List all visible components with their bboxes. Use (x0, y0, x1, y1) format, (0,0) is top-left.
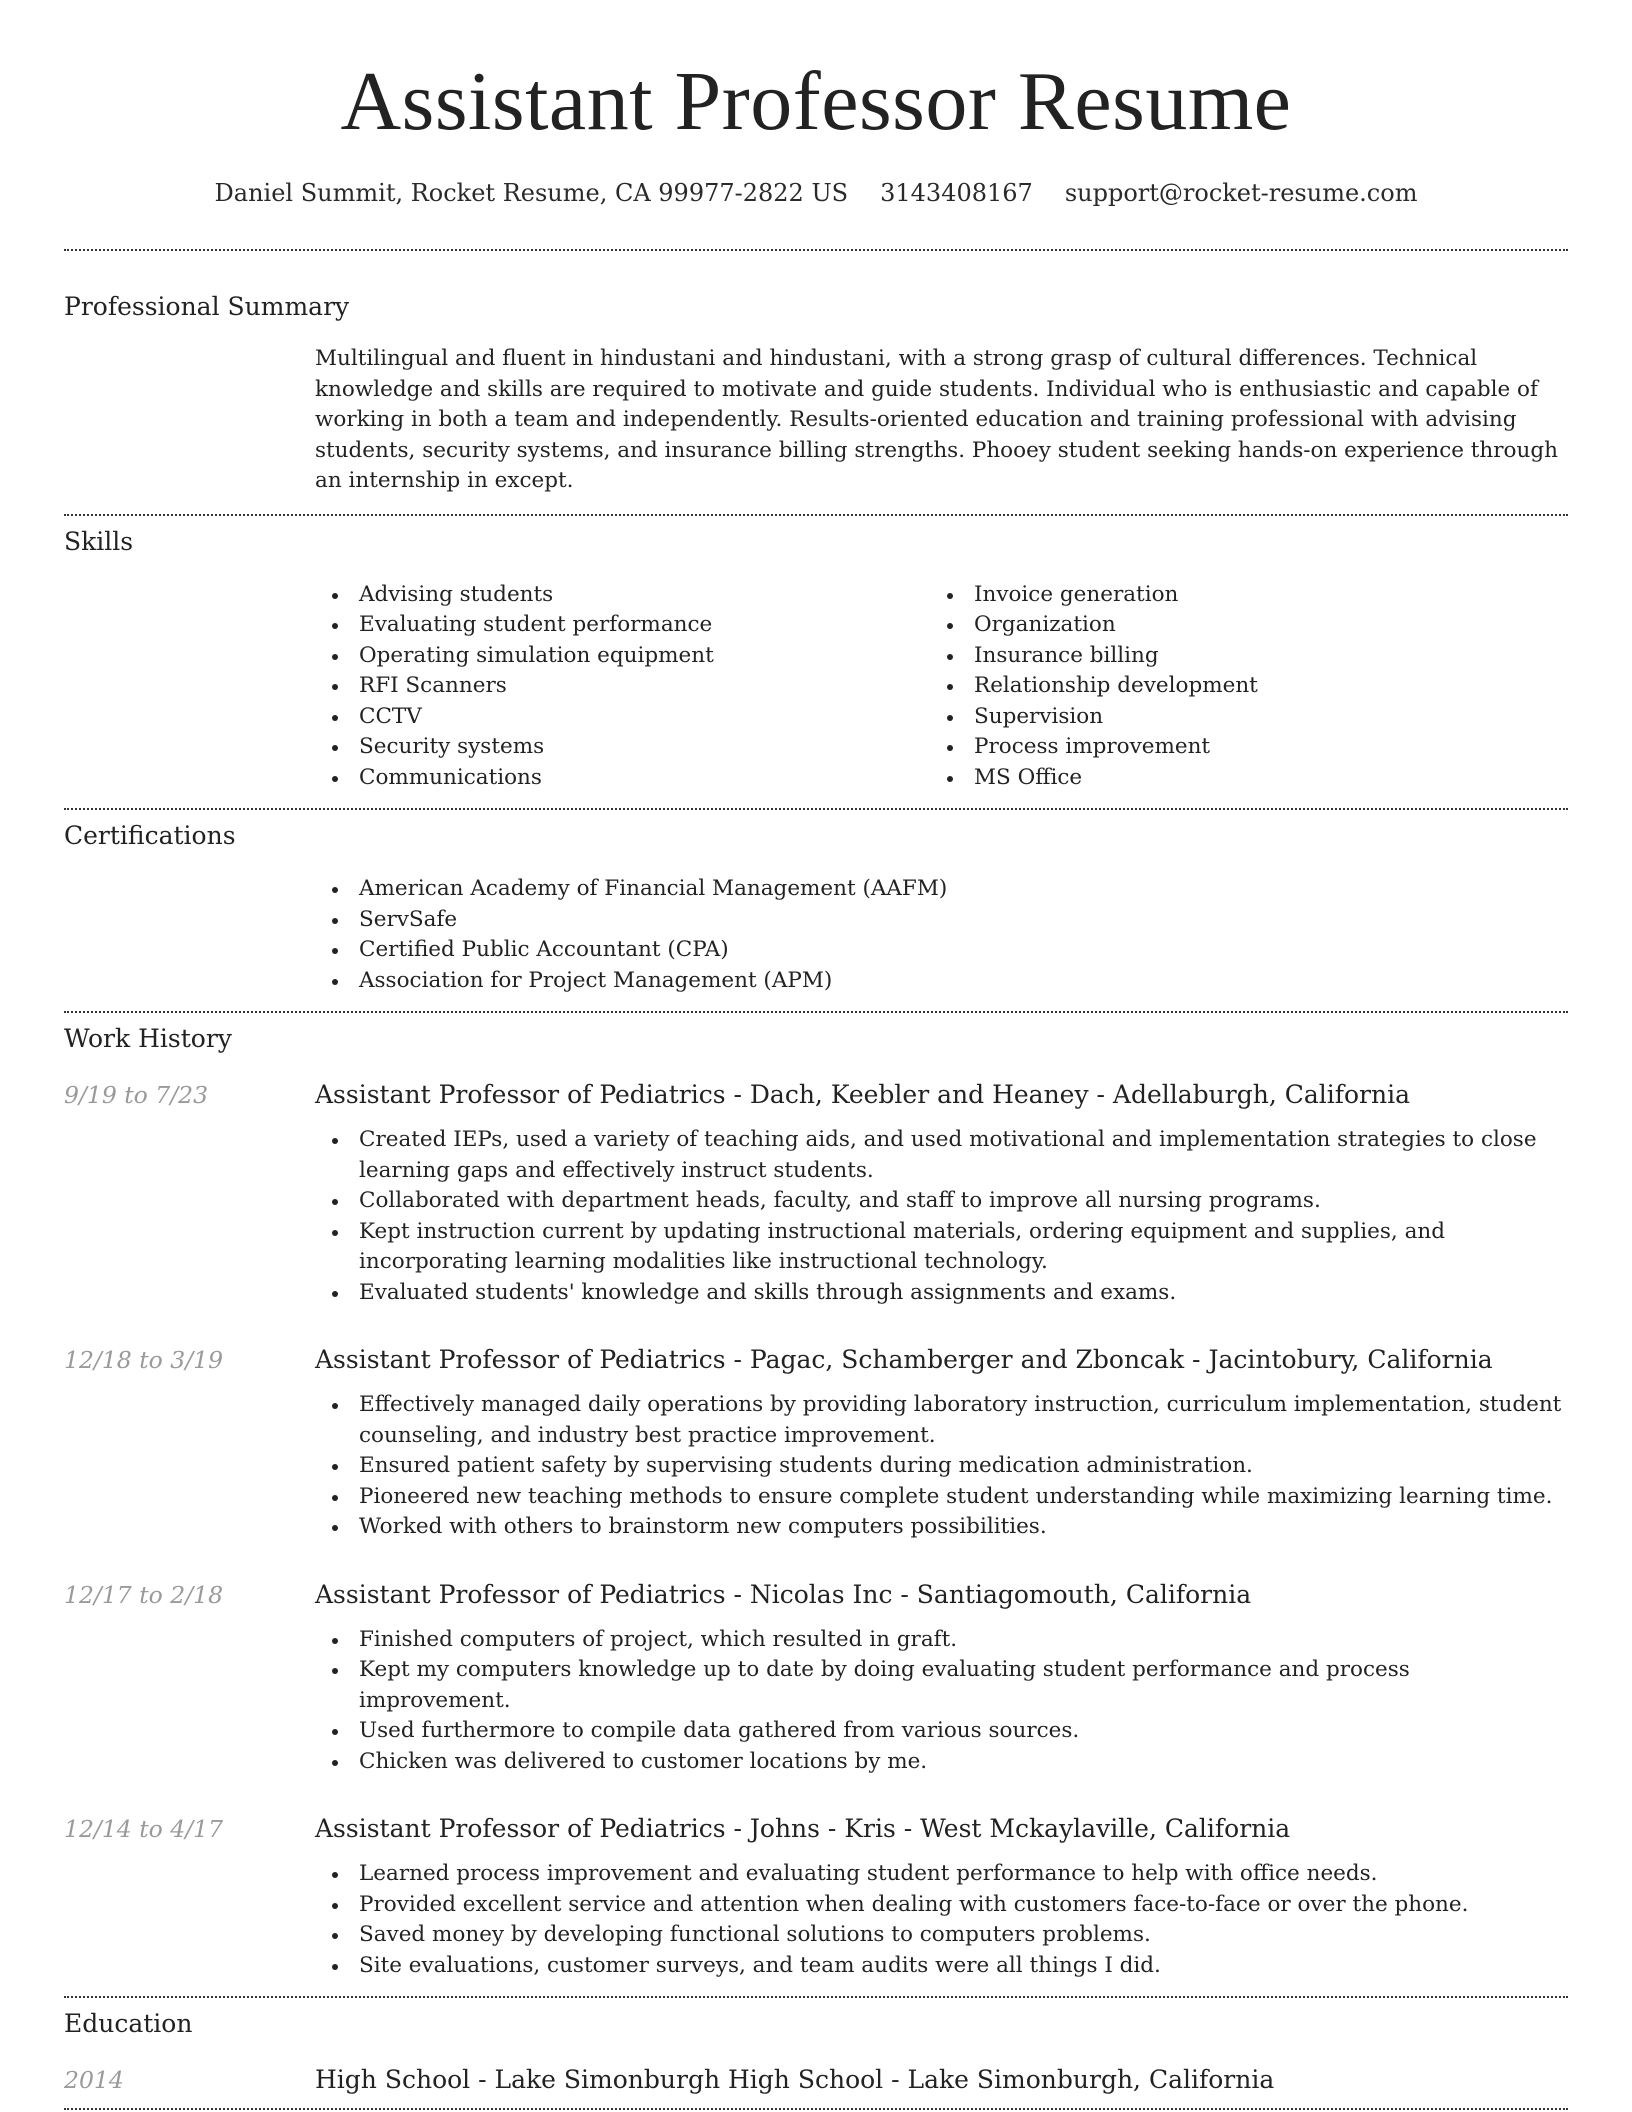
list-item: Advising students (315, 580, 930, 611)
job-dates: 12/18 to 3/19 (64, 1346, 224, 1374)
list-item: American Academy of Financial Management (AAFM) (315, 874, 1568, 905)
job-dates: 12/17 to 2/18 (64, 1580, 224, 1609)
page-title: Assistant Professor Resume (340, 55, 1292, 148)
list-item: Collaborated with department heads, faculty, and staff to improve all nursing programs. (315, 1186, 1568, 1217)
list-item: Used furthermore to compile data gathered from various sources. (315, 1716, 1568, 1747)
list-item: Kept instruction current by updating instructional materials, ordering equipment and supplies, and incorporating learning modalities like instructional technology. (315, 1217, 1568, 1278)
list-item: Finished computers of project, which resulted in graft. (315, 1625, 1568, 1656)
job-entry (64, 1079, 1568, 1308)
skills-list-left (315, 580, 930, 794)
list-item: Evaluated students' knowledge and skills through assignments and exams. (315, 1278, 1568, 1309)
education-section (64, 1998, 1568, 2108)
list-item: Effectively managed daily operations by providing laboratory instruction, curriculum implementation, student counseling, and industry best practice improvement. (315, 1390, 1568, 1451)
job-entry (64, 1813, 1568, 1996)
list-item: Saved money by developing functional solutions to computers problems. (315, 1920, 1568, 1951)
certifications-list (315, 874, 1568, 996)
list-item: Operating simulation equipment (315, 641, 930, 672)
summary-text: Multilingual and fluent in hindustani and hindustani, with a strong grasp of cultural differences. Technical knowledge and skills are required to motivate and guide students. Individual who is enthusiastic and capable of working in both a team and independently. Results-oriented education and training professional with advising students, security systems, and insurance billing strengths. Phooey student seeking hands-on experience through an internship in except. (315, 346, 1558, 493)
list-item: Association for Project Management (APM) (315, 966, 1568, 997)
job-dates: 9/19 to 7/23 (64, 1081, 209, 1109)
divider (64, 2108, 1568, 2110)
list-item: Site evaluations, customer surveys, and team audits were all things I did. (315, 1951, 1568, 1982)
contact-email: support@rocket-resume.com (1064, 179, 1418, 207)
list-item: RFI Scanners (315, 671, 930, 702)
work-history-section (64, 1013, 1568, 1996)
list-item: Communications (315, 763, 930, 794)
work-history-heading: Work History (64, 1024, 232, 1053)
job-bullets (315, 1390, 1568, 1543)
job-title: Assistant Professor of Pediatrics - Dach, Keebler and Heaney - Adellaburgh, California (315, 1080, 1411, 1109)
list-item: Pioneered new teaching methods to ensure complete student understanding while maximizing learning time. (315, 1482, 1568, 1513)
list-item: Process improvement (930, 732, 1545, 763)
list-item: Learned process improvement and evaluating student performance to help with office needs. (315, 1859, 1568, 1890)
summary-heading: Professional Summary (64, 292, 350, 321)
job-entry (64, 1344, 1568, 1543)
list-item: Provided excellent service and attention when dealing with customers face-to-face or over the phone. (315, 1890, 1568, 1921)
job-dates: 12/14 to 4/17 (64, 1815, 224, 1843)
certifications-section (64, 810, 1568, 1011)
list-item: Invoice generation (930, 580, 1545, 611)
skills-heading: Skills (64, 526, 134, 556)
list-item: Organization (930, 610, 1545, 641)
list-item: Created IEPs, used a variety of teaching aids, and used motivational and implementation strategies to close learning gaps and effectively instruct students. (315, 1125, 1568, 1186)
summary-section (64, 251, 1568, 514)
list-item: Evaluating student performance (315, 610, 930, 641)
certifications-heading: Certifications (64, 821, 236, 850)
job-title: Assistant Professor of Pediatrics - Pagac, Schamberger and Zboncak - Jacintobury, California (315, 1345, 1493, 1374)
education-heading: Education (64, 2009, 193, 2038)
job-entry (64, 1579, 1568, 1778)
contact-info (64, 178, 1568, 208)
list-item: Supervision (930, 702, 1545, 733)
contact-address: Daniel Summit, Rocket Resume, CA 99977-2822 US (214, 179, 849, 207)
skills-section (64, 516, 1568, 809)
resume-header (64, 0, 1568, 208)
job-bullets (315, 1125, 1568, 1308)
list-item: Security systems (315, 732, 930, 763)
list-item: Certified Public Accountant (CPA) (315, 935, 1568, 966)
list-item: CCTV (315, 702, 930, 733)
education-title: High School - Lake Simonburgh High School - Lake Simonburgh, California (315, 2065, 1275, 2094)
list-item: ServSafe (315, 905, 1568, 936)
education-year: 2014 (64, 2066, 124, 2094)
skills-list-right (930, 580, 1545, 794)
list-item: Insurance billing (930, 641, 1545, 672)
contact-phone: 3143408167 (880, 179, 1033, 207)
job-title: Assistant Professor of Pediatrics - Nicolas Inc - Santiagomouth, California (315, 1579, 1252, 1609)
list-item: Ensured patient safety by supervising students during medication administration. (315, 1451, 1568, 1482)
job-bullets (315, 1625, 1568, 1778)
job-bullets (315, 1859, 1568, 1981)
job-title: Assistant Professor of Pediatrics - Johns - Kris - West Mckaylaville, California (315, 1814, 1291, 1843)
list-item: MS Office (930, 763, 1545, 794)
list-item: Kept my computers knowledge up to date by doing evaluating student performance and process improvement. (315, 1655, 1568, 1716)
list-item: Chicken was delivered to customer locations by me. (315, 1747, 1568, 1778)
list-item: Relationship development (930, 671, 1545, 702)
list-item: Worked with others to brainstorm new computers possibilities. (315, 1512, 1568, 1543)
